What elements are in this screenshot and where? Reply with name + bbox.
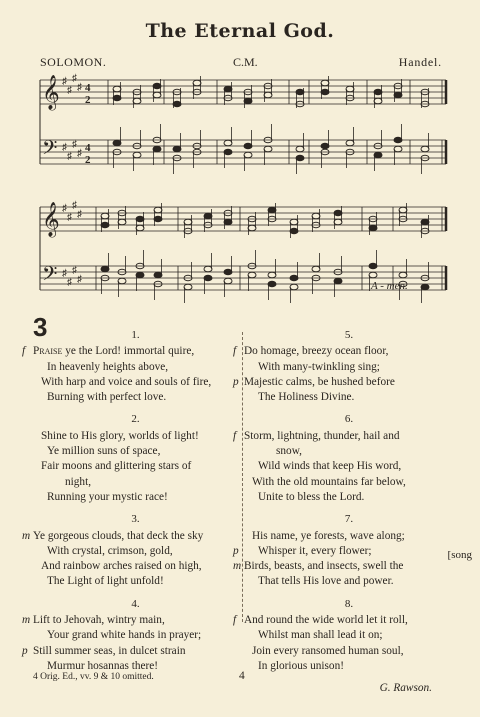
stanza-number: 8. (344, 597, 354, 610)
svg-text:♯: ♯ (62, 268, 67, 279)
verse-line (33, 490, 238, 505)
verse-line (244, 360, 454, 375)
stanza-number: 7. (344, 513, 354, 526)
verse-text: Unite to bless the Lord. (258, 490, 365, 503)
verse-text: Do homage, breezy ocean floor, (244, 345, 389, 358)
verse-line (244, 574, 454, 589)
verse-text: Storm, lightning, thunder, hail and (244, 429, 400, 442)
amen-label: A - men. (371, 280, 408, 292)
svg-text:♯: ♯ (67, 151, 72, 162)
svg-text:𝄢: 𝄢 (42, 262, 58, 290)
verse-text: With the old mountains far below, (252, 475, 406, 488)
verse-text: With many-twinkling sing; (258, 360, 380, 373)
verse-line (244, 490, 454, 505)
verse-text: Ye gorgeous clouds, that deck the sky (33, 529, 204, 542)
verse-line (33, 574, 238, 589)
stanza-number: 1. (131, 329, 140, 341)
verse-text: Join every ransomed human soul, (252, 644, 404, 657)
verse-text: Whisper it, every flower; (258, 544, 372, 557)
verse-text: Burning with perfect love. (47, 391, 167, 404)
svg-text:♯: ♯ (72, 265, 77, 276)
verse-text: And round the wide world let it roll, (244, 614, 408, 627)
stanza (233, 597, 454, 674)
verse-line (233, 544, 472, 561)
dynamic-mark: f (233, 614, 237, 627)
verse-text: In heavenly heights above, (47, 360, 169, 373)
composer-name: Handel. (398, 55, 442, 69)
verse-line (33, 390, 238, 405)
stanza (233, 328, 454, 405)
verse-text: The Light of light unfold! (47, 575, 164, 588)
verse-line (233, 559, 454, 574)
stanza (22, 512, 238, 589)
hymn-title: The Eternal God. (145, 20, 335, 42)
verse-line (33, 360, 238, 375)
verse-line (33, 375, 238, 390)
svg-text:4: 4 (85, 142, 91, 154)
verse-line (244, 390, 454, 405)
verse-line (233, 375, 454, 390)
verse-line (244, 444, 454, 459)
stanza (233, 412, 454, 505)
verse-text: And rainbow arches raised on high, (41, 560, 202, 573)
svg-text:♯: ♯ (62, 203, 67, 214)
verse-text: His name, ye forests, wave along; (252, 529, 405, 542)
meter-label: C.M. (233, 55, 258, 69)
svg-text:♯: ♯ (77, 274, 82, 285)
verse-text: Shine to His glory, worlds of light! (41, 429, 199, 442)
verse-text: Majestic calms, be hushed before (244, 375, 395, 388)
column-divider (242, 332, 243, 622)
verse-text: Still summer seas, in dulcet strain (33, 644, 186, 657)
tune-name: SOLOMON. (40, 55, 107, 69)
verse-line (233, 344, 454, 359)
verse-text: With harp and voice and souls of fire, (41, 375, 212, 388)
first-word: Praise (33, 345, 63, 358)
verse-text: The Holiness Divine. (258, 391, 355, 404)
verse-line (22, 344, 238, 359)
svg-text:𝄞: 𝄞 (42, 202, 60, 237)
dynamic-mark: p (22, 644, 28, 657)
svg-text:4: 4 (85, 82, 91, 94)
verse-text: Ye million suns of space, (47, 445, 161, 458)
stanza (233, 512, 472, 589)
verse-line (244, 475, 454, 490)
author-signature: G. Rawson. (379, 682, 432, 695)
verse-text: Whilst man shall lead it on; (258, 629, 383, 642)
svg-text:♯: ♯ (72, 200, 77, 211)
stanza-number: 5. (344, 329, 354, 341)
svg-text:♯: ♯ (77, 148, 82, 159)
verse-line (33, 628, 238, 643)
stanza-number: 4. (131, 597, 140, 610)
stanzas-right-column (233, 328, 472, 697)
stanza-number: 3. (131, 513, 140, 526)
verse-text: Wild winds that keep His word, (258, 460, 402, 473)
verse-text: With crystal, crimson, gold, (47, 544, 173, 557)
verse-text: Running your mystic race! (47, 490, 168, 503)
stanza-number: 2. (131, 413, 140, 426)
dynamic-mark: f (233, 429, 237, 442)
verse-text: Fair moons and glittering stars of (41, 460, 192, 473)
verse-line (33, 429, 238, 444)
svg-text:♯: ♯ (67, 212, 72, 223)
svg-text:♯: ♯ (77, 82, 82, 93)
verse-line (33, 444, 238, 459)
svg-text:2: 2 (85, 154, 91, 166)
verse-line (33, 559, 238, 574)
verse-line (22, 613, 238, 628)
svg-text:♯: ♯ (72, 73, 77, 84)
verse-text: That tells His love and power. (258, 575, 394, 588)
verse-line (22, 644, 238, 659)
verse-line (244, 459, 454, 474)
verse-line (244, 628, 454, 643)
footnote: 4 Orig. Ed., vv. 9 & 10 omitted. (33, 672, 154, 682)
svg-text:♯: ♯ (62, 76, 67, 87)
stanza-number: 6. (344, 413, 354, 426)
svg-text:♯: ♯ (72, 139, 77, 150)
verse-text: Your grand white hands in prayer; (47, 629, 202, 642)
svg-text:♯: ♯ (67, 85, 72, 96)
dynamic-mark: m (233, 560, 242, 573)
hymn-number: 3 (33, 312, 48, 342)
verse-line (244, 529, 454, 544)
verse-text: Lift to Jehovah, wintry main, (33, 614, 165, 627)
verse-line (233, 613, 454, 628)
verse-line (33, 475, 238, 490)
svg-text:𝄢: 𝄢 (42, 136, 58, 164)
svg-text:♯: ♯ (62, 142, 67, 153)
stanza (33, 412, 238, 505)
dynamic-mark: m (22, 614, 31, 627)
svg-text:♯: ♯ (77, 209, 82, 220)
verse-line (22, 529, 238, 544)
verse-text: Murmur hosannas there! (47, 659, 159, 672)
svg-text:𝄞: 𝄞 (42, 75, 60, 110)
turnover-bracket: [song (447, 548, 472, 561)
music-system-1 (40, 73, 446, 174)
dynamic-mark: f (233, 345, 237, 358)
verse-line (33, 459, 238, 474)
verse-line (233, 429, 454, 444)
verse-text: night, (65, 475, 92, 488)
music-score (0, 0, 480, 310)
verse-line (244, 644, 454, 659)
svg-text:2: 2 (85, 94, 91, 106)
page-number: 4 (239, 670, 245, 682)
stanzas-left-column (22, 328, 238, 681)
dynamic-mark: f (22, 345, 26, 358)
svg-text:♯: ♯ (67, 277, 72, 288)
dynamic-mark: p (233, 544, 239, 557)
verse-text: Birds, beasts, and insects, swell the (244, 560, 404, 573)
verse-line (244, 659, 454, 674)
dynamic-mark: p (233, 375, 239, 388)
verse-text: In glorious unison! (258, 659, 344, 672)
dynamic-mark: m (22, 529, 31, 542)
verse-text: ye the Lord! immortal quire, (62, 345, 195, 358)
verse-line (33, 544, 238, 559)
stanza (22, 597, 238, 674)
stanza (22, 328, 238, 405)
verse-text: snow, (276, 445, 302, 458)
